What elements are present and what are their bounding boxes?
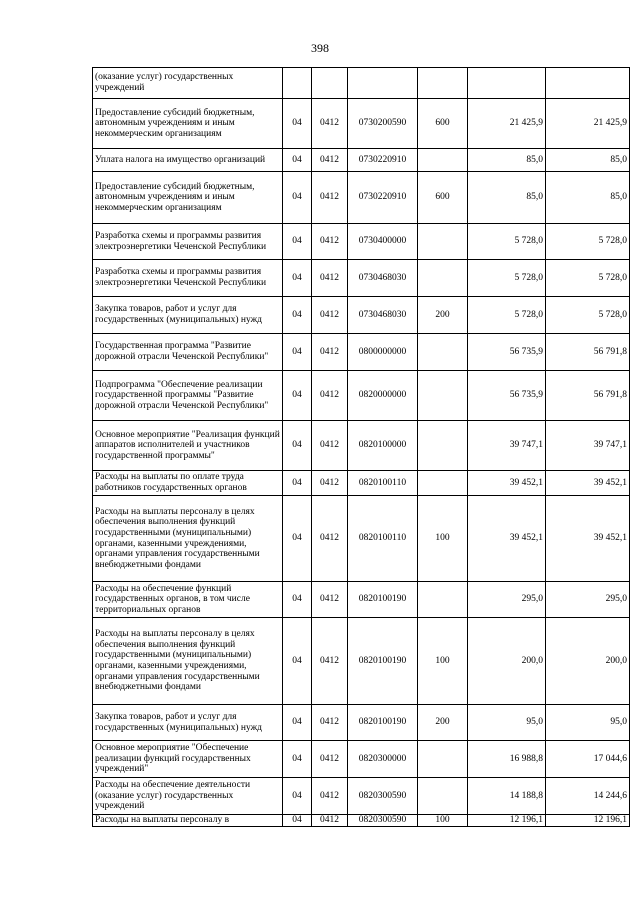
table-row bbox=[93, 471, 630, 496]
row-amount-1: 56 735,9 bbox=[468, 371, 546, 421]
row-amount-2: 39 452,1 bbox=[546, 471, 630, 496]
row-amount-2: 39 452,1 bbox=[546, 496, 630, 582]
row-amount-2: 39 747,1 bbox=[546, 421, 630, 471]
row-amount-2: 85,0 bbox=[546, 149, 630, 172]
row-name: Расходы на обеспечение деятельности (оказание услуг) государственных учреждений bbox=[93, 778, 283, 815]
row-name: Предоставление субсидий бюджетным, автономным учреждениям и иным некоммерческим организациям bbox=[93, 172, 283, 224]
row-amount-2 bbox=[546, 68, 630, 99]
row-expense-type bbox=[418, 149, 468, 172]
row-target-article: 0820300000 bbox=[348, 741, 418, 778]
row-section: 04 bbox=[283, 371, 312, 421]
row-target-article: 0730468030 bbox=[348, 260, 418, 297]
row-amount-2: 5 728,0 bbox=[546, 260, 630, 297]
row-section: 04 bbox=[283, 421, 312, 471]
row-name: Разработка схемы и программы развития электроэнергетики Чеченской Республики bbox=[93, 260, 283, 297]
row-amount-2: 56 791,8 bbox=[546, 334, 630, 371]
row-target-article: 0820000000 bbox=[348, 371, 418, 421]
table-row bbox=[93, 618, 630, 705]
row-amount-2: 56 791,8 bbox=[546, 371, 630, 421]
row-target-article: 0820100000 bbox=[348, 421, 418, 471]
row-target-article: 0730220910 bbox=[348, 149, 418, 172]
row-name: Расходы на выплаты персоналу в целях обеспечения выполнения функций государственными (муниципальными) органами, казенными учреждениями, органами управления государственными внебюджетными фондами bbox=[93, 618, 283, 705]
row-subsection: 0412 bbox=[312, 172, 348, 224]
table-row bbox=[93, 224, 630, 260]
row-target-article: 0730468030 bbox=[348, 297, 418, 334]
row-section: 04 bbox=[283, 172, 312, 224]
row-name: Уплата налога на имущество организаций bbox=[93, 149, 283, 172]
row-amount-2: 17 044,6 bbox=[546, 741, 630, 778]
table-row bbox=[93, 297, 630, 334]
budget-table bbox=[92, 67, 630, 827]
row-section: 04 bbox=[283, 705, 312, 741]
row-expense-type: 100 bbox=[418, 496, 468, 582]
row-amount-1: 200,0 bbox=[468, 618, 546, 705]
table-row bbox=[93, 260, 630, 297]
row-expense-type bbox=[418, 582, 468, 618]
row-amount-1: 5 728,0 bbox=[468, 297, 546, 334]
row-amount-2: 5 728,0 bbox=[546, 224, 630, 260]
row-amount-1: 21 425,9 bbox=[468, 99, 546, 149]
row-amount-2: 21 425,9 bbox=[546, 99, 630, 149]
row-amount-1: 14 188,8 bbox=[468, 778, 546, 815]
row-amount-1: 5 728,0 bbox=[468, 224, 546, 260]
table-row bbox=[93, 68, 630, 99]
row-section: 04 bbox=[283, 741, 312, 778]
row-amount-1: 39 747,1 bbox=[468, 421, 546, 471]
row-subsection: 0412 bbox=[312, 496, 348, 582]
row-section: 04 bbox=[283, 297, 312, 334]
row-expense-type bbox=[418, 471, 468, 496]
row-subsection: 0412 bbox=[312, 815, 348, 827]
row-amount-1: 95,0 bbox=[468, 705, 546, 741]
row-subsection: 0412 bbox=[312, 99, 348, 149]
row-amount-2: 85,0 bbox=[546, 172, 630, 224]
row-amount-2: 5 728,0 bbox=[546, 297, 630, 334]
row-amount-1 bbox=[468, 68, 546, 99]
row-name: Расходы на выплаты по оплате труда работников государственных органов bbox=[93, 471, 283, 496]
row-subsection: 0412 bbox=[312, 224, 348, 260]
row-expense-type: 600 bbox=[418, 172, 468, 224]
row-amount-2: 200,0 bbox=[546, 618, 630, 705]
row-section: 04 bbox=[283, 224, 312, 260]
row-target-article: 0730220910 bbox=[348, 172, 418, 224]
row-amount-2: 95,0 bbox=[546, 705, 630, 741]
row-name: Основное мероприятие "Реализация функций аппаратов исполнителей и участников государственной программы" bbox=[93, 421, 283, 471]
row-amount-1: 16 988,8 bbox=[468, 741, 546, 778]
row-name: (оказание услуг) государственных учреждений bbox=[93, 68, 283, 99]
row-name: Расходы на выплаты персоналу в bbox=[93, 815, 283, 827]
row-expense-type bbox=[418, 421, 468, 471]
row-expense-type bbox=[418, 68, 468, 99]
row-expense-type: 100 bbox=[418, 618, 468, 705]
row-section: 04 bbox=[283, 149, 312, 172]
row-target-article bbox=[348, 68, 418, 99]
row-name: Государственная программа "Развитие дорожной отрасли Чеченской Республики" bbox=[93, 334, 283, 371]
table-row bbox=[93, 496, 630, 582]
row-amount-2: 14 244,6 bbox=[546, 778, 630, 815]
row-target-article: 0800000000 bbox=[348, 334, 418, 371]
row-target-article: 0730200590 bbox=[348, 99, 418, 149]
row-name: Расходы на выплаты персоналу в целях обеспечения выполнения функций государственными (муниципальными) органами, казенными учреждениями, органами управления государственными внебюджетными фондами bbox=[93, 496, 283, 582]
row-section: 04 bbox=[283, 99, 312, 149]
table-row bbox=[93, 421, 630, 471]
row-subsection: 0412 bbox=[312, 149, 348, 172]
table-row bbox=[93, 99, 630, 149]
row-expense-type bbox=[418, 741, 468, 778]
row-amount-1: 39 452,1 bbox=[468, 496, 546, 582]
row-section: 04 bbox=[283, 496, 312, 582]
row-expense-type: 200 bbox=[418, 705, 468, 741]
row-section: 04 bbox=[283, 815, 312, 827]
row-name: Разработка схемы и программы развития электроэнергетики Чеченской Республики bbox=[93, 224, 283, 260]
row-amount-1: 295,0 bbox=[468, 582, 546, 618]
row-name: Закупка товаров, работ и услуг для государственных (муниципальных) нужд bbox=[93, 705, 283, 741]
row-expense-type bbox=[418, 371, 468, 421]
row-expense-type: 200 bbox=[418, 297, 468, 334]
row-target-article: 0730400000 bbox=[348, 224, 418, 260]
row-expense-type bbox=[418, 778, 468, 815]
table-row bbox=[93, 778, 630, 815]
row-subsection: 0412 bbox=[312, 297, 348, 334]
table-row bbox=[93, 172, 630, 224]
row-amount-1: 85,0 bbox=[468, 172, 546, 224]
row-amount-1: 56 735,9 bbox=[468, 334, 546, 371]
row-target-article: 0820100190 bbox=[348, 705, 418, 741]
table-row bbox=[93, 149, 630, 172]
row-name: Расходы на обеспечение функций государственных органов, в том числе территориальных органов bbox=[93, 582, 283, 618]
row-section: 04 bbox=[283, 618, 312, 705]
row-amount-1: 12 196,1 bbox=[468, 815, 546, 827]
table-row bbox=[93, 741, 630, 778]
row-expense-type bbox=[418, 334, 468, 371]
row-expense-type bbox=[418, 224, 468, 260]
row-target-article: 0820300590 bbox=[348, 778, 418, 815]
table-row bbox=[93, 371, 630, 421]
row-subsection: 0412 bbox=[312, 778, 348, 815]
table-row bbox=[93, 815, 630, 827]
page-number: 398 bbox=[311, 41, 329, 55]
row-target-article: 0820100190 bbox=[348, 618, 418, 705]
row-name: Основное мероприятие "Обеспечение реализации функций государственных учреждений" bbox=[93, 741, 283, 778]
row-amount-2: 12 196,1 bbox=[546, 815, 630, 827]
row-expense-type bbox=[418, 260, 468, 297]
row-subsection: 0412 bbox=[312, 421, 348, 471]
table-row bbox=[93, 334, 630, 371]
row-subsection: 0412 bbox=[312, 582, 348, 618]
row-amount-1: 85,0 bbox=[468, 149, 546, 172]
row-target-article: 0820100190 bbox=[348, 582, 418, 618]
row-subsection: 0412 bbox=[312, 471, 348, 496]
row-subsection: 0412 bbox=[312, 371, 348, 421]
row-name: Предоставление субсидий бюджетным, автономным учреждениям и иным некоммерческим организациям bbox=[93, 99, 283, 149]
row-subsection: 0412 bbox=[312, 705, 348, 741]
row-subsection: 0412 bbox=[312, 741, 348, 778]
row-expense-type: 100 bbox=[418, 815, 468, 827]
row-amount-2: 295,0 bbox=[546, 582, 630, 618]
row-section: 04 bbox=[283, 471, 312, 496]
row-target-article: 0820100110 bbox=[348, 471, 418, 496]
row-section: 04 bbox=[283, 260, 312, 297]
row-name: Закупка товаров, работ и услуг для государственных (муниципальных) нужд bbox=[93, 297, 283, 334]
row-expense-type: 600 bbox=[418, 99, 468, 149]
table-row bbox=[93, 582, 630, 618]
row-section: 04 bbox=[283, 334, 312, 371]
row-section: 04 bbox=[283, 582, 312, 618]
row-amount-1: 5 728,0 bbox=[468, 260, 546, 297]
table-row bbox=[93, 705, 630, 741]
row-name: Подпрограмма "Обеспечение реализации государственной программы "Развитие дорожной отрасли Чеченской Республики" bbox=[93, 371, 283, 421]
row-section bbox=[283, 68, 312, 99]
row-subsection: 0412 bbox=[312, 334, 348, 371]
row-amount-1: 39 452,1 bbox=[468, 471, 546, 496]
row-subsection: 0412 bbox=[312, 260, 348, 297]
row-target-article: 0820300590 bbox=[348, 815, 418, 827]
row-subsection bbox=[312, 68, 348, 99]
row-subsection: 0412 bbox=[312, 618, 348, 705]
row-section: 04 bbox=[283, 778, 312, 815]
row-target-article: 0820100110 bbox=[348, 496, 418, 582]
